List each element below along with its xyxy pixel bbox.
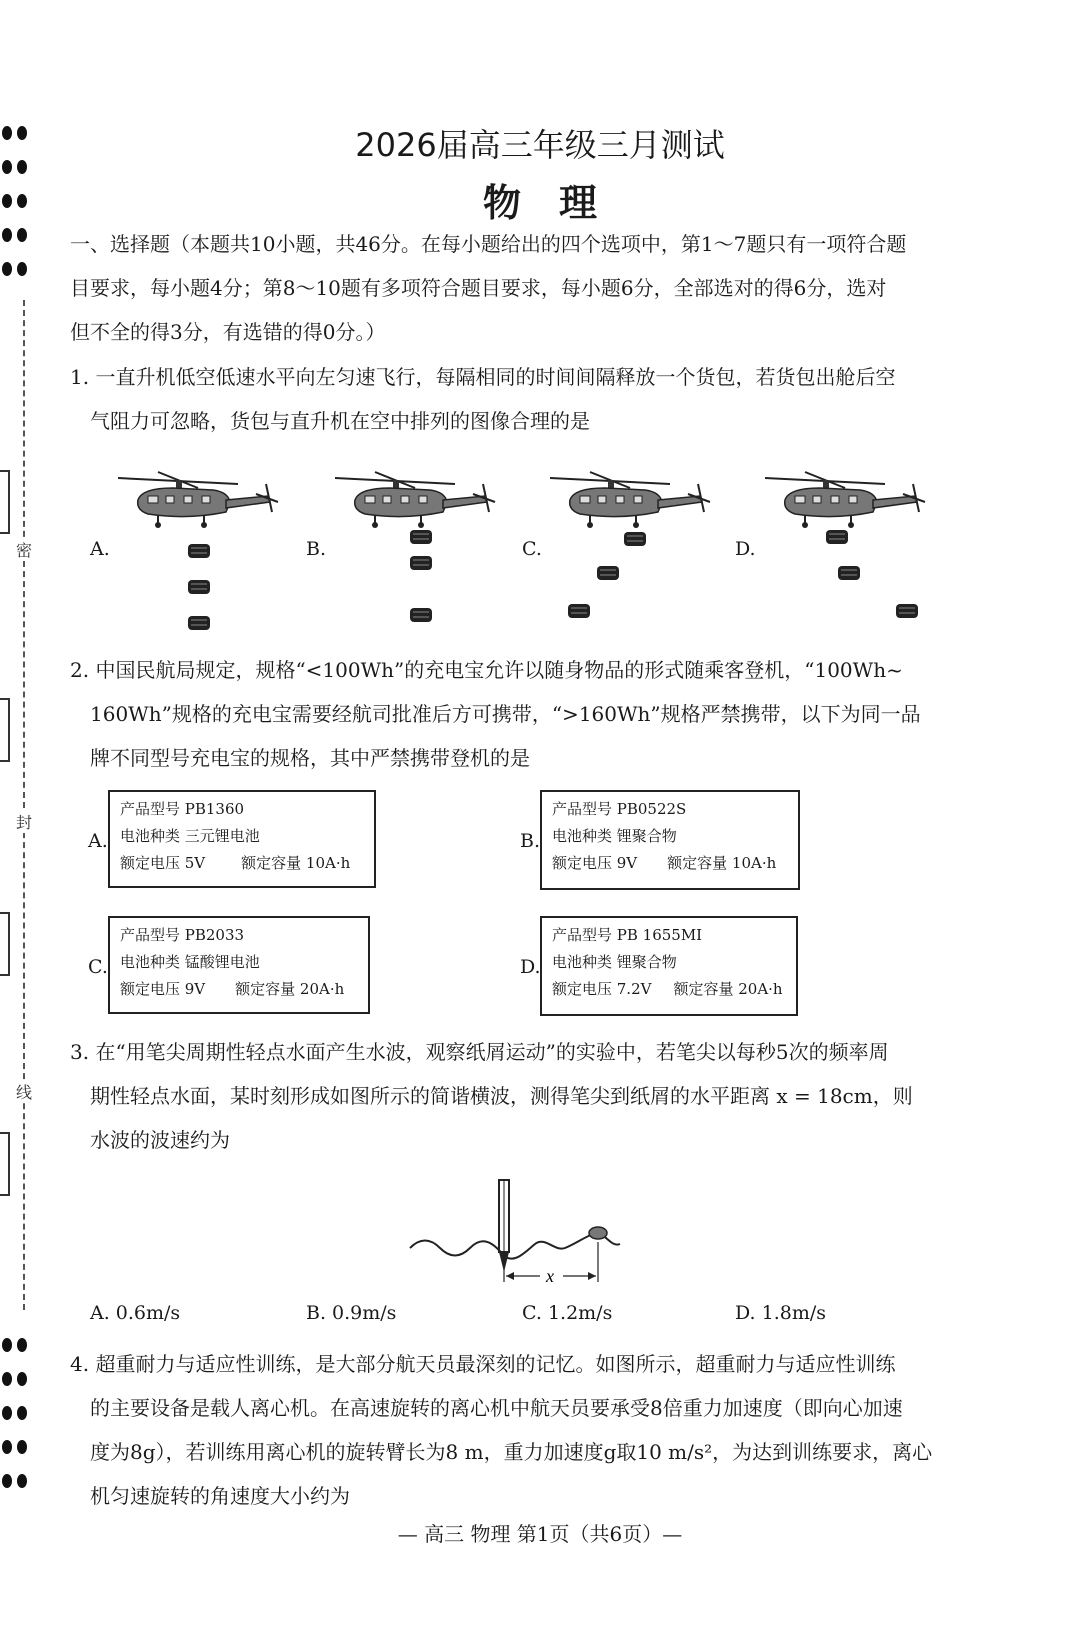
exam-title: 2026届高三年级三月测试	[355, 126, 725, 164]
spec-capacity: 额定容量 10A·h	[241, 854, 351, 872]
q2-option-d-letter[interactable]: D.	[520, 956, 541, 978]
margin-tab	[0, 470, 10, 534]
spec-rating	[552, 850, 788, 877]
q2-option-b-spec[interactable]	[540, 790, 800, 890]
question-line: 1. 一直升机低空低速水平向左匀速飞行，每隔相同的时间间隔释放一个货包，若货包出舱后空	[70, 365, 896, 389]
spec-voltage: 额定电压 9V	[120, 980, 206, 998]
spec-rating	[120, 976, 358, 1003]
question-4	[70, 1342, 1060, 1518]
question-line: 气阻力可忽略，货包与直升机在空中排列的图像合理的是	[90, 409, 590, 433]
cargo-package-icon	[188, 616, 210, 630]
spec-voltage: 额定电压 9V	[552, 854, 638, 872]
question-line: 机匀速旋转的角速度大小约为	[90, 1484, 350, 1508]
water-wave-figure	[405, 1172, 645, 1292]
spec-type: 电池种类 锂聚合物	[552, 827, 677, 845]
helicopter-icon	[550, 470, 715, 530]
binding-line	[23, 300, 25, 1310]
spec-capacity: 额定容量 20A·h	[235, 980, 345, 998]
q3-option-d[interactable]: D. 1.8m/s	[735, 1302, 827, 1324]
question-line: 度为8g），若训练用离心机的旋转臂长为8 m，重力加速度g取10 m/s²，为达到训练要求，离心	[90, 1440, 933, 1464]
q1-option-b[interactable]: B.	[306, 538, 327, 560]
subject-title: 物 理	[482, 181, 597, 225]
q2-option-c-letter[interactable]: C.	[88, 956, 108, 978]
q3-option-a[interactable]: A. 0.6m/s	[90, 1302, 181, 1324]
q1-option-d[interactable]: D.	[735, 538, 756, 560]
spec-rating	[552, 976, 786, 1003]
cargo-package-icon	[826, 530, 848, 544]
cargo-package-icon	[410, 608, 432, 622]
question-line: 期性轻点水面，某时刻形成如图所示的简谐横波，测得笔尖到纸屑的水平距离 x = 18cm，则	[90, 1084, 913, 1108]
intro-line: 但不全的得3分，有选错的得0分。）	[70, 320, 386, 344]
cargo-package-icon	[410, 556, 432, 570]
question-line: 水波的波速约为	[90, 1128, 230, 1152]
question-line: 4. 超重耐力与适应性训练，是大部分航天员最深刻的记忆。如图所示，超重耐力与适应性训练	[70, 1352, 896, 1376]
spec-model: 产品型号 PB1360	[120, 800, 245, 818]
question-1	[70, 355, 1060, 443]
distance-label: x	[546, 1266, 554, 1286]
cargo-package-icon	[188, 544, 210, 558]
cargo-package-icon	[896, 604, 918, 618]
cargo-package-icon	[838, 566, 860, 580]
q2-option-a-letter[interactable]: A.	[88, 830, 108, 852]
q2-option-c-spec[interactable]	[108, 916, 370, 1014]
spec-model: 产品型号 PB2033	[120, 926, 245, 944]
cargo-package-icon	[568, 604, 590, 618]
seal-char: 封	[16, 810, 32, 833]
spec-capacity: 额定容量 10A·h	[667, 854, 777, 872]
page-footer: — 高三 物理 第1页（共6页）—	[397, 1522, 683, 1546]
spec-rating	[120, 850, 364, 877]
q3-option-c[interactable]: C. 1.2m/s	[522, 1302, 613, 1324]
question-line: 牌不同型号充电宝的规格，其中严禁携带登机的是	[90, 746, 530, 770]
question-line: 的主要设备是载人离心机。在高速旋转的离心机中航天员要承受8倍重力加速度（即向心加速	[90, 1396, 903, 1420]
spec-capacity: 额定容量 20A·h	[673, 980, 783, 998]
wave-curve	[410, 1233, 620, 1258]
question-2	[70, 648, 1060, 780]
q2-option-d-spec[interactable]	[540, 916, 798, 1016]
question-line: 160Wh”规格的充电宝需要经航司批准后方可携带，“>160Wh”规格严禁携带，以下为同一品	[90, 702, 921, 726]
cargo-package-icon	[410, 530, 432, 544]
q1-option-c[interactable]: C.	[522, 538, 542, 560]
seal-char: 线	[16, 1080, 32, 1103]
spec-voltage: 额定电压 5V	[120, 854, 206, 872]
spec-type: 电池种类 锂聚合物	[552, 953, 677, 971]
margin-tab	[0, 1132, 10, 1196]
margin-tab	[0, 912, 10, 976]
margin-tab	[0, 698, 10, 762]
question-3	[70, 1030, 1060, 1162]
intro-line: 一、选择题（本题共10小题，共46分。在每小题给出的四个选项中，第1～7题只有一项符合题	[70, 232, 907, 256]
helicopter-icon	[118, 470, 283, 530]
seal-char: 密	[16, 538, 32, 561]
cargo-package-icon	[597, 566, 619, 580]
helicopter-icon	[335, 470, 500, 530]
q2-option-b-letter[interactable]: B.	[520, 830, 541, 852]
paper-scrap-icon	[589, 1227, 607, 1239]
spec-model: 产品型号 PB 1655MI	[552, 926, 703, 944]
intro-line: 目要求，每小题4分；第8～10题有多项符合题目要求，每小题6分，全部选对的得6分，选对	[70, 276, 887, 300]
spec-type: 电池种类 锰酸锂电池	[120, 953, 260, 971]
spec-model: 产品型号 PB0522S	[552, 800, 687, 818]
question-line: 2. 中国民航局规定，规格“<100Wh”的充电宝允许以随身物品的形式随乘客登机，“100Wh~	[70, 658, 903, 682]
spec-voltage: 额定电压 7.2V	[552, 980, 652, 998]
q1-option-a[interactable]: A.	[90, 538, 110, 560]
helicopter-icon	[765, 470, 930, 530]
q2-option-a-spec[interactable]	[108, 790, 376, 888]
q3-option-b[interactable]: B. 0.9m/s	[306, 1302, 397, 1324]
section-intro	[70, 222, 1060, 354]
question-line: 3. 在“用笔尖周期性轻点水面产生水波，观察纸屑运动”的实验中，若笔尖以每秒5次的频率周	[70, 1040, 889, 1064]
spec-type: 电池种类 三元锂电池	[120, 827, 260, 845]
cargo-package-icon	[624, 532, 646, 546]
cargo-package-icon	[188, 580, 210, 594]
